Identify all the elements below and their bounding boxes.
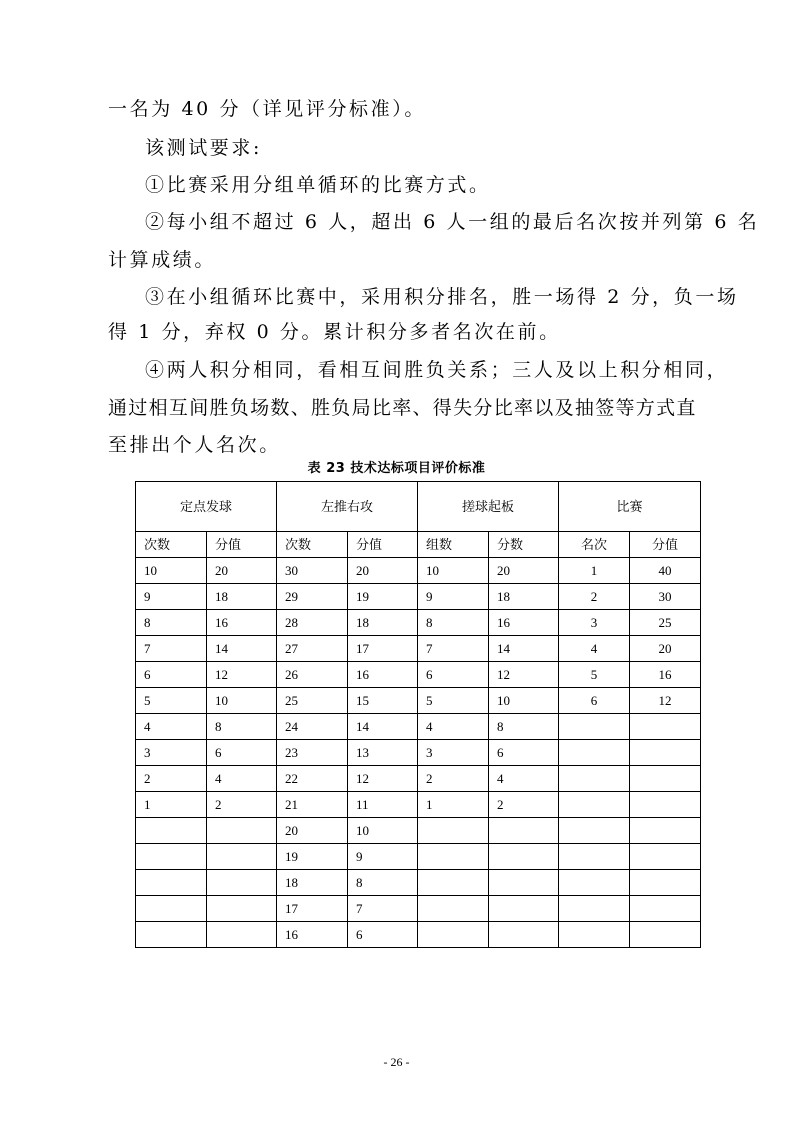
- table-cell: 3: [559, 610, 630, 636]
- group-header: 定点发球: [136, 482, 277, 532]
- table-row: [136, 844, 701, 870]
- table-cell: [136, 896, 207, 922]
- table-cell: 18: [277, 870, 348, 896]
- table-cell: 1: [559, 558, 630, 584]
- table-cell: 19: [277, 844, 348, 870]
- table-cell: 2: [489, 792, 559, 818]
- table-cell: 18: [489, 584, 559, 610]
- table-cell: 9: [418, 584, 489, 610]
- table-cell: [559, 792, 630, 818]
- table-cell: 8: [489, 714, 559, 740]
- table-row: [136, 922, 701, 948]
- column-header: 次数: [277, 532, 348, 558]
- table-cell: 6: [207, 740, 277, 766]
- table-cell: 7: [136, 636, 207, 662]
- table-cell: 4: [418, 714, 489, 740]
- table-cell: [418, 818, 489, 844]
- table-cell: 25: [630, 610, 701, 636]
- paragraph-line: ③在小组循环比赛中，采用积分排名，胜一场得 2 分，负一场: [145, 286, 739, 308]
- table-cell: [207, 818, 277, 844]
- table-cell: 28: [277, 610, 348, 636]
- table-cell: 5: [559, 662, 630, 688]
- table-cell: 10: [348, 818, 418, 844]
- table-cell: 29: [277, 584, 348, 610]
- table-cell: [559, 844, 630, 870]
- table-cell: 6: [489, 740, 559, 766]
- column-header: 分数: [489, 532, 559, 558]
- table-row: [136, 766, 701, 792]
- scoring-table: [135, 481, 701, 948]
- table-cell: [559, 818, 630, 844]
- table-cell: 8: [136, 610, 207, 636]
- table-cell: [207, 870, 277, 896]
- table-cell: [630, 870, 701, 896]
- table-cell: 25: [277, 688, 348, 714]
- paragraph-line: 该测试要求:: [145, 137, 263, 159]
- table-cell: [207, 922, 277, 948]
- table-cell: 19: [348, 584, 418, 610]
- table-cell: 8: [207, 714, 277, 740]
- column-header: 名次: [559, 532, 630, 558]
- column-header: 分值: [630, 532, 701, 558]
- table-cell: [559, 870, 630, 896]
- column-header: 组数: [418, 532, 489, 558]
- table-row: [136, 558, 701, 584]
- table-cell: 23: [277, 740, 348, 766]
- table-cell: [489, 818, 559, 844]
- table-cell: 30: [277, 558, 348, 584]
- table-cell: 22: [277, 766, 348, 792]
- table-cell: 5: [418, 688, 489, 714]
- table-cell: [136, 844, 207, 870]
- table-cell: [489, 844, 559, 870]
- table-cell: [630, 740, 701, 766]
- table-row: [136, 740, 701, 766]
- table-cell: [207, 844, 277, 870]
- column-header: 分值: [348, 532, 418, 558]
- table-cell: 6: [348, 922, 418, 948]
- table-cell: [559, 740, 630, 766]
- paragraph-line: ①比赛采用分组单循环的比赛方式。: [145, 174, 491, 196]
- table-cell: [630, 922, 701, 948]
- table-cell: 1: [418, 792, 489, 818]
- paragraph-line: 一名为 40 分（详见评分标准）。: [108, 98, 426, 120]
- table-cell: [559, 896, 630, 922]
- table-caption: 表 23 技术达标项目评价标准: [307, 461, 486, 476]
- paragraph-line: 计算成绩。: [108, 249, 217, 271]
- table-cell: [630, 844, 701, 870]
- table-cell: 13: [348, 740, 418, 766]
- table-row: [136, 792, 701, 818]
- table-cell: 27: [277, 636, 348, 662]
- table-cell: [489, 922, 559, 948]
- table-cell: 9: [136, 584, 207, 610]
- table-cell: 30: [630, 584, 701, 610]
- table-cell: 12: [630, 688, 701, 714]
- table-row: [136, 714, 701, 740]
- table-cell: [630, 896, 701, 922]
- table-row: [136, 662, 701, 688]
- table-cell: 20: [277, 818, 348, 844]
- table-cell: [489, 896, 559, 922]
- table-cell: 20: [348, 558, 418, 584]
- table-cell: 2: [207, 792, 277, 818]
- table-body: [136, 558, 701, 948]
- table-cell: 4: [559, 636, 630, 662]
- table-cell: 21: [277, 792, 348, 818]
- table-cell: 7: [348, 896, 418, 922]
- table-cell: 7: [418, 636, 489, 662]
- table-cell: [418, 870, 489, 896]
- group-header: 比赛: [559, 482, 701, 532]
- table-cell: [418, 922, 489, 948]
- table-row: [136, 688, 701, 714]
- table-cell: 14: [207, 636, 277, 662]
- page-number: - 26 -: [383, 1055, 410, 1069]
- table-cell: 2: [418, 766, 489, 792]
- column-header: 次数: [136, 532, 207, 558]
- paragraph-line: ④两人积分相同，看相互间胜负关系；三人及以上积分相同，: [145, 359, 729, 381]
- table-cell: 5: [136, 688, 207, 714]
- paragraph-line: ②每小组不超过 6 人，超出 6 人一组的最后名次按并列第 6 名: [145, 211, 760, 233]
- table-cell: 10: [136, 558, 207, 584]
- table-cell: [559, 922, 630, 948]
- table-cell: 1: [136, 792, 207, 818]
- paragraph-line: 至排出个人名次。: [108, 434, 281, 456]
- subheader-row: [136, 532, 701, 558]
- table-cell: [559, 766, 630, 792]
- table-cell: [630, 714, 701, 740]
- table-cell: 16: [630, 662, 701, 688]
- table-cell: 14: [348, 714, 418, 740]
- table-cell: [630, 792, 701, 818]
- table-cell: [418, 844, 489, 870]
- table-cell: 2: [559, 584, 630, 610]
- group-header-row: [136, 482, 701, 532]
- table-row: [136, 584, 701, 610]
- table-cell: 8: [348, 870, 418, 896]
- table-row: [136, 636, 701, 662]
- table-cell: [136, 818, 207, 844]
- table-cell: 18: [348, 610, 418, 636]
- table-cell: 20: [630, 636, 701, 662]
- table-cell: [630, 818, 701, 844]
- group-header: 左推右攻: [277, 482, 418, 532]
- table-cell: 20: [207, 558, 277, 584]
- table-cell: 6: [559, 688, 630, 714]
- table-cell: 6: [418, 662, 489, 688]
- table-cell: 2: [136, 766, 207, 792]
- table-cell: [489, 870, 559, 896]
- table-cell: 17: [277, 896, 348, 922]
- table-row: [136, 896, 701, 922]
- table-cell: 16: [277, 922, 348, 948]
- table-cell: [136, 870, 207, 896]
- table-cell: 24: [277, 714, 348, 740]
- table-cell: 4: [489, 766, 559, 792]
- table-cell: [559, 714, 630, 740]
- table-cell: [418, 896, 489, 922]
- table-cell: 26: [277, 662, 348, 688]
- table-cell: 17: [348, 636, 418, 662]
- table-cell: 10: [489, 688, 559, 714]
- table-cell: 16: [348, 662, 418, 688]
- table-cell: 8: [418, 610, 489, 636]
- table-cell: 12: [207, 662, 277, 688]
- group-header: 搓球起板: [418, 482, 559, 532]
- column-header: 分值: [207, 532, 277, 558]
- table-cell: 9: [348, 844, 418, 870]
- table-cell: 14: [489, 636, 559, 662]
- table-cell: 10: [418, 558, 489, 584]
- table-cell: 16: [207, 610, 277, 636]
- table-row: [136, 870, 701, 896]
- table-cell: 20: [489, 558, 559, 584]
- table-cell: 12: [489, 662, 559, 688]
- paragraph-line: 通过相互间胜负场数、胜负局比率、得失分比率以及抽签等方式直: [108, 397, 697, 419]
- paragraph-line: 得 1 分，弃权 0 分。累计积分多者名次在前。: [108, 321, 561, 343]
- table-row: [136, 610, 701, 636]
- table-cell: 15: [348, 688, 418, 714]
- table-cell: [207, 896, 277, 922]
- table-cell: 40: [630, 558, 701, 584]
- table-cell: [136, 922, 207, 948]
- table-cell: 16: [489, 610, 559, 636]
- table-cell: 3: [136, 740, 207, 766]
- table-cell: 4: [136, 714, 207, 740]
- table-cell: 11: [348, 792, 418, 818]
- table-cell: 18: [207, 584, 277, 610]
- table-row: [136, 818, 701, 844]
- table-cell: 12: [348, 766, 418, 792]
- table-cell: 10: [207, 688, 277, 714]
- table-cell: [630, 766, 701, 792]
- table-cell: 4: [207, 766, 277, 792]
- table-cell: 6: [136, 662, 207, 688]
- table-cell: 3: [418, 740, 489, 766]
